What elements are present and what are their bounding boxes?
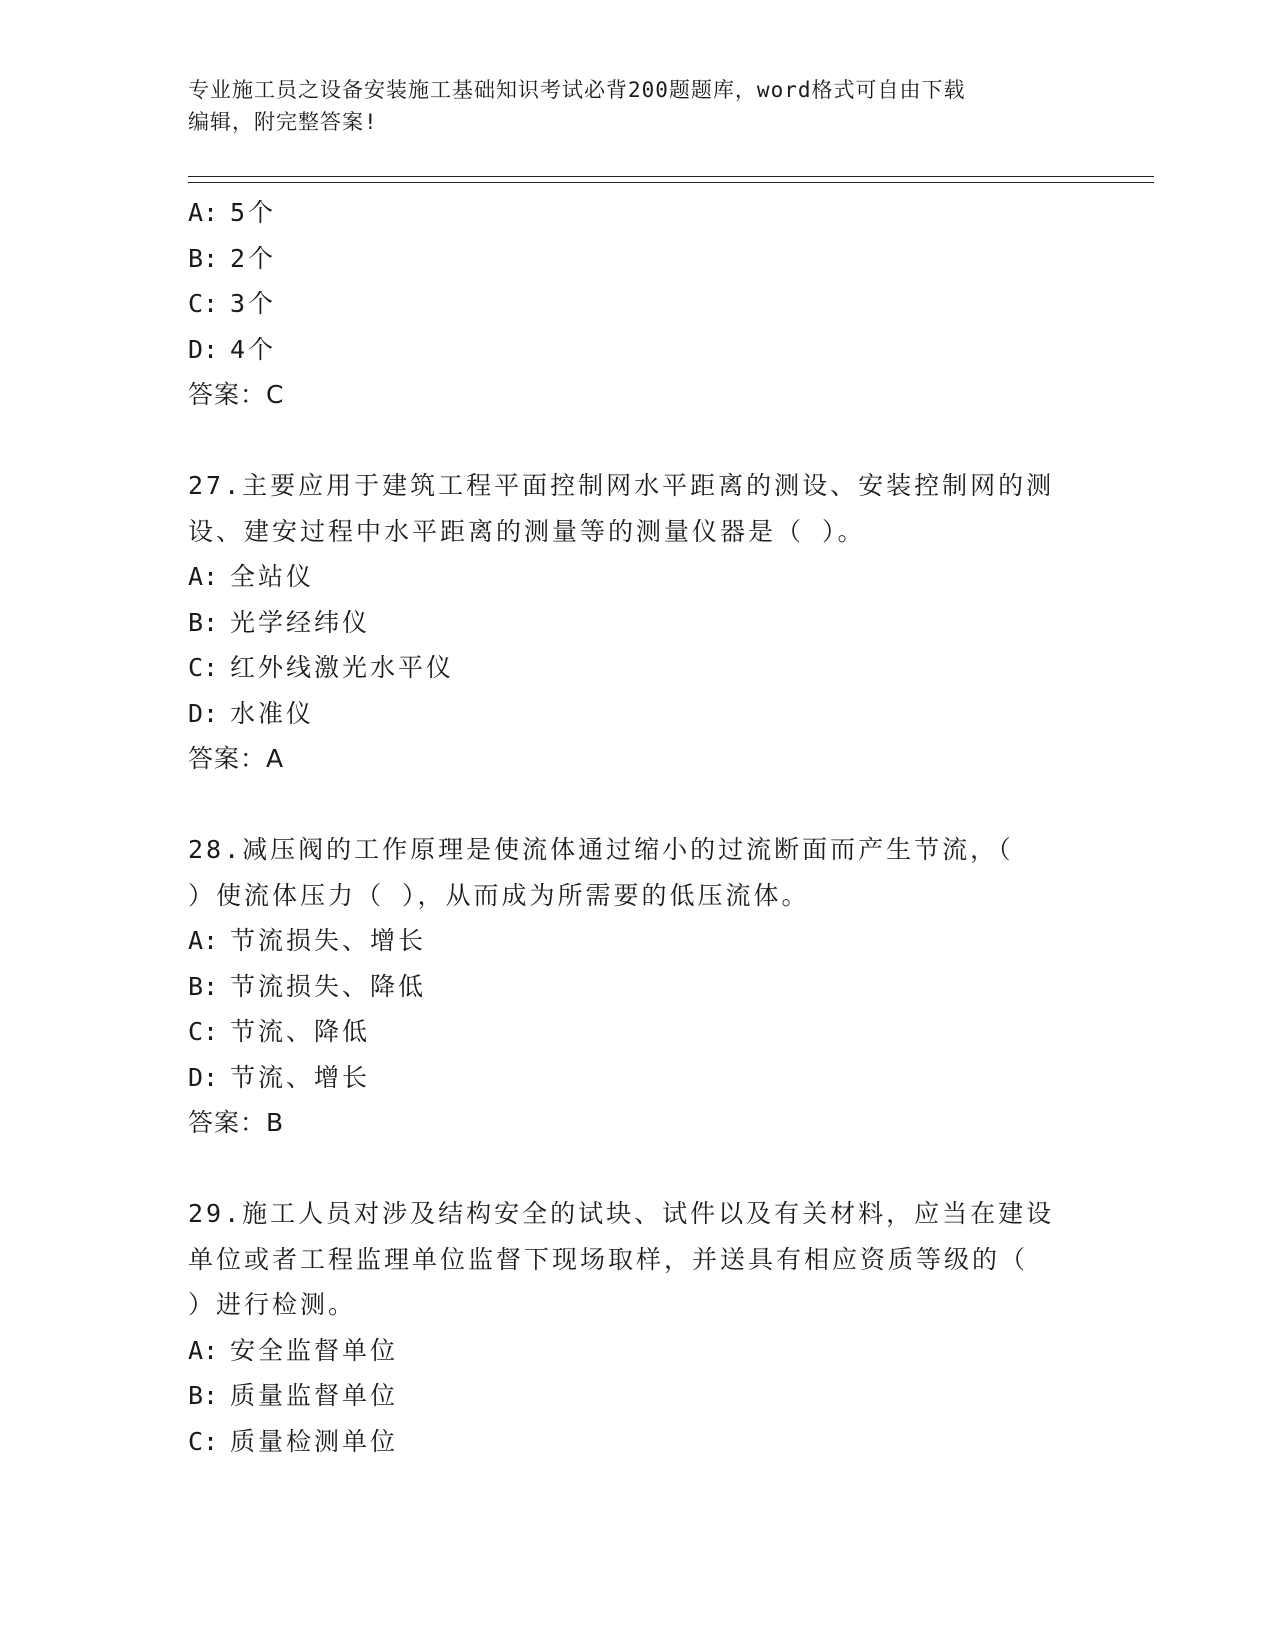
option-b: B: 节流损失、降低: [188, 971, 427, 1001]
question-28: [188, 827, 1088, 1146]
question-text-line: 29.施工人员对涉及结构安全的试块、试件以及有关材料，应当在建设: [188, 1199, 1055, 1228]
question-29: [188, 1191, 1088, 1464]
option-c: C: 红外线激光水平仪: [188, 653, 455, 682]
answer-line: 答案：B: [188, 1108, 285, 1137]
answer-line: 答案：A: [188, 744, 285, 773]
question-text-line: 27.主要应用于建筑工程平面控制网水平距离的测设、安装控制网的测: [188, 471, 1055, 500]
option-a: A: 安全监督单位: [188, 1335, 399, 1365]
question-text-line: ）使流体压力（ ），从而成为所需要的低压流体。: [188, 880, 810, 910]
spacer: [188, 1146, 1088, 1192]
option-c: C: 质量检测单位: [188, 1426, 399, 1456]
option-c: C: 节流、降低: [188, 1017, 371, 1046]
option-b: B: 光学经纬仪: [188, 607, 371, 637]
option-a: A: 5个: [188, 198, 277, 227]
question-text-line: 设、建安过程中水平距离的测量等的测量仪器是（ ）。: [188, 516, 866, 546]
question-26-continued: [188, 190, 1088, 418]
option-d: D: 节流、增长: [188, 1062, 371, 1092]
document-header: [188, 74, 1068, 138]
option-c: C: 3个: [188, 289, 277, 318]
question-27: [188, 463, 1088, 782]
option-b: B: 质量监督单位: [188, 1381, 399, 1410]
answer-line: 答案：C: [188, 380, 285, 409]
question-text-line: ）进行检测。: [188, 1290, 357, 1319]
option-a: A: 全站仪: [188, 562, 315, 591]
header-divider-top: [188, 176, 1154, 177]
header-title-line-2: 编辑，附完整答案!: [188, 110, 378, 134]
option-d: D: 4个: [188, 334, 277, 364]
option-d: D: 水准仪: [188, 698, 315, 728]
option-a: A: 节流损失、增长: [188, 926, 427, 955]
spacer: [188, 418, 1088, 464]
header-title-line-1: 专业施工员之设备安装施工基础知识考试必背200题题库，word格式可自由下载: [188, 78, 966, 102]
question-list: [188, 190, 1088, 1464]
question-text-line: 28.减压阀的工作原理是使流体通过缩小的过流断面而产生节流，（: [188, 835, 1014, 864]
question-text-line: 单位或者工程监理单位监督下现场取样，并送具有相应资质等级的（: [188, 1244, 1029, 1274]
option-b: B: 2个: [188, 243, 277, 273]
spacer: [188, 782, 1088, 828]
header-divider-bottom: [188, 182, 1154, 183]
